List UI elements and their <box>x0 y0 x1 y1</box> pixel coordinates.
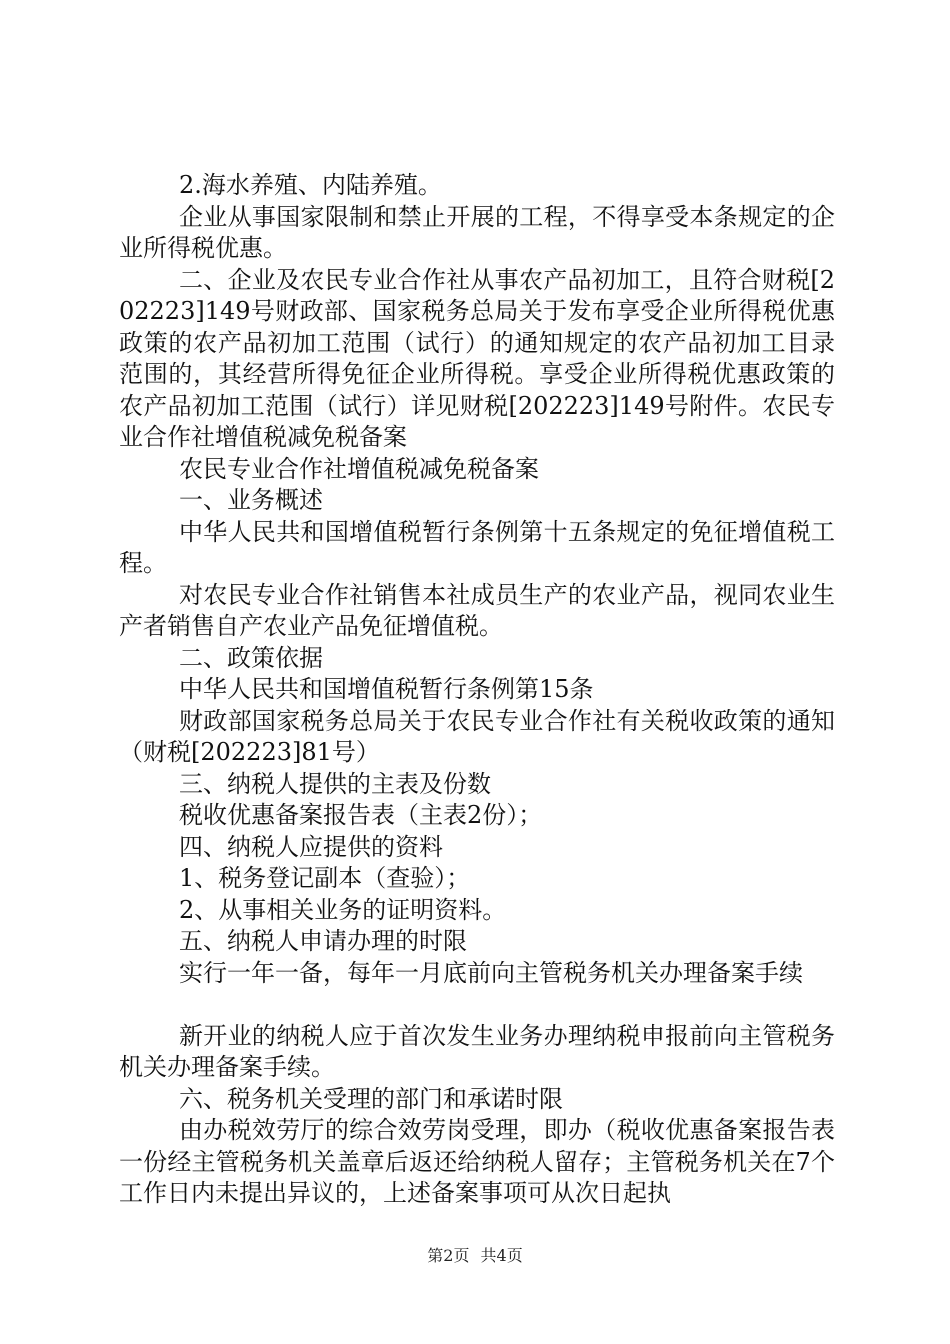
paragraph: 企业从事国家限制和禁止开展的工程，不得享受本条规定的企业所得税优惠。 <box>119 202 835 262</box>
section-heading: 二、政策依据 <box>179 643 323 672</box>
section-heading: 六、税务机关受理的部门和承诺时限 <box>179 1084 563 1113</box>
paragraph: 实行一年一备，每年一月底前向主管税务机关办理备案手续 <box>179 958 803 987</box>
paragraph: 中华人民共和国增值税暂行条例第15条 <box>179 675 594 703</box>
paragraph: 二、企业及农民专业合作社从事农产品初加工，且符合财税[202223]149号财政部、国家税务总局关于发布享受企业所得税优惠政策的农产品初加工范围（试行）的通知规定的农产品初加工目录范围的，其经营所得免征企业所得税。享受企业所得税优惠政策的农产品初加工范围（试行）详见财税[202223]149号附件。农民专业合作社增值税减免税备案 <box>119 265 835 451</box>
section-heading: 四、纳税人应提供的资料 <box>179 832 443 861</box>
list-item: 2、从事相关业务的证明资料。 <box>179 895 507 924</box>
paragraph: 中华人民共和国增值税暂行条例第十五条规定的免征增值税工程。 <box>119 517 835 577</box>
paragraph: 税收优惠备案报告表（主表2份）； <box>179 801 543 829</box>
page-footer <box>0 1243 950 1266</box>
page-number: 第2页 <box>427 1246 470 1265</box>
section-heading: 一、业务概述 <box>179 486 323 514</box>
document-body <box>119 170 835 1210</box>
list-item: 1、税务登记副本（查验）； <box>179 864 471 892</box>
section-heading: 三、纳税人提供的主表及份数 <box>179 769 491 798</box>
paragraph: 2.海水养殖、内陆养殖。 <box>179 171 442 199</box>
page-total: 共4页 <box>480 1246 523 1265</box>
paragraph: 新开业的纳税人应于首次发生业务办理纳税申报前向主管税务机关办理备案手续。 <box>119 1021 835 1081</box>
paragraph: 农民专业合作社增值税减免税备案 <box>179 454 539 483</box>
blank-line <box>119 989 835 1021</box>
paragraph: 由办税效劳厅的综合效劳岗受理，即办（税收优惠备案报告表一份经主管税务机关盖章后返还给纳税人留存；主管税务机关在7个工作日内未提出异议的，上述备案事项可从次日起执 <box>119 1116 835 1207</box>
paragraph: 财政部国家税务总局关于农民专业合作社有关税收政策的通知（财税[202223]81号） <box>119 706 835 766</box>
paragraph: 对农民专业合作社销售本社成员生产的农业产品，视同农业生产者销售自产农业产品免征增值税。 <box>119 580 835 640</box>
section-heading: 五、纳税人申请办理的时限 <box>179 927 467 955</box>
